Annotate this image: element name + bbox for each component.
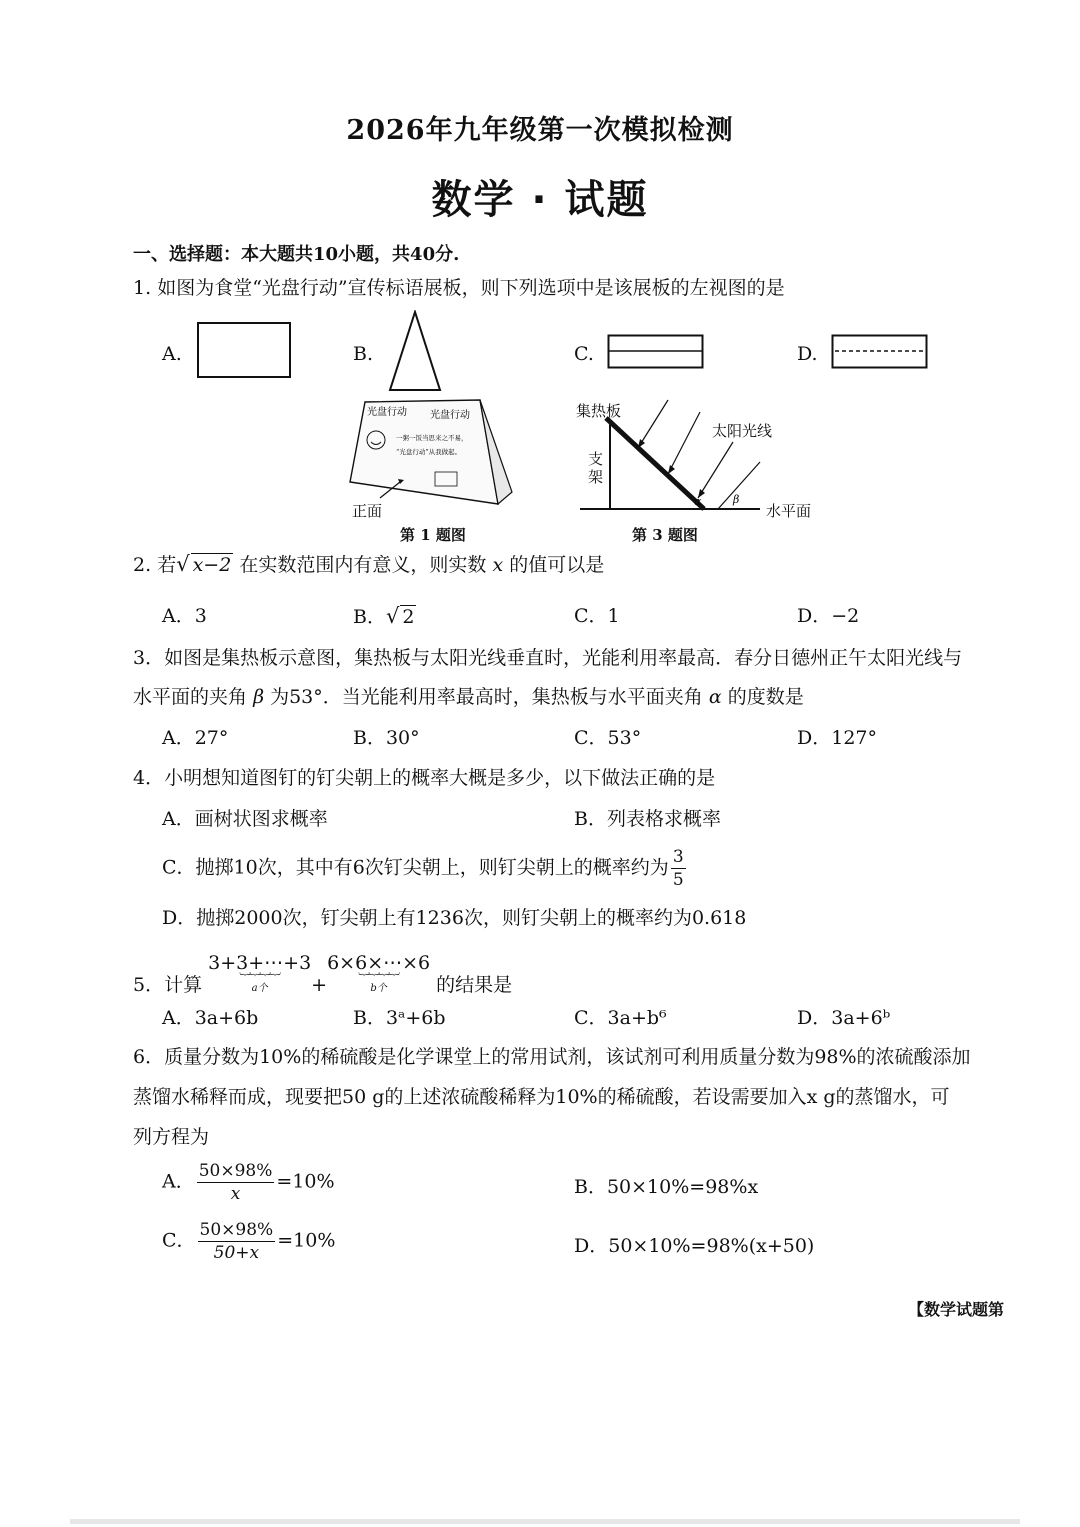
radical-sign: √ [176,552,190,576]
sign-text-right: 光盘行动 [430,410,470,421]
fraction-denominator: 5 [672,870,684,890]
fraction-numerator: 3 [672,847,684,867]
q3-alpha: α [708,686,722,708]
q5-option-d: D．3a+6ᵇ [797,1007,891,1029]
q6-option-b: B．50×10%=98%x [574,1176,759,1198]
q4-option-a: A．画树状图求概率 [162,808,328,830]
q2-option-a: A．3 [162,605,207,627]
q4-fraction [671,846,686,891]
subject-title: 数学 · 试题 [431,177,649,223]
q3-option-c: C．53° [574,727,642,749]
q5-prod-count: b个 [370,983,387,994]
q5-prod-expr: 6×6×⋯×6 [327,952,431,974]
q1-option-a-label: A. [162,343,182,365]
q2-radicand: x−2 [192,554,232,576]
q2-option-d: D．−2 [797,605,860,627]
q6-line2: 蒸馏水稀释而成，现要把50 g的上述浓硫酸稀释为10%的稀硫酸，若设需要加入x g的蒸馏水，可 [133,1086,950,1108]
q5-sum-expr: 3+3+⋯+3 [208,952,312,974]
fraction-numerator: 50×98% [198,1161,273,1181]
fraction-denominator: x [230,1184,241,1204]
q2-tail: 的值可以是 [509,554,605,576]
q1-option-d-rect-dashed-line [831,334,929,370]
q1-figure-caption: 第 1 题图 [400,526,466,544]
q3-figure-horizontal-label: 水平面 [766,502,812,520]
q6-option-a-fraction [197,1160,275,1205]
q2-number: 2. [133,554,152,576]
alpha-symbol: α [694,495,702,508]
q6-option-c-fraction [198,1219,276,1264]
q1-option-b-triangle [385,310,445,394]
q5-option-a: A．3a+6b [162,1007,259,1029]
q3-figure-support-label: 支架 [588,450,604,486]
q2-post: 在实数范围内有意义，则实数 [239,554,487,576]
q4-option-d: D．抛掷2000次，钉尖朝上有1236次，则钉尖朝上的概率约为0.618 [162,907,747,929]
q1-option-a-rectangle [197,322,291,378]
sign-slogan-line2: “光盘行动”从我做起。 [396,448,462,456]
q1-option-b-label: B. [353,343,374,365]
question-2 [133,551,604,578]
q3-figure-sunlight-label: 太阳光线 [712,422,773,440]
q5-option-c: C．3a+b⁶ [574,1007,667,1029]
q4-option-b: B．列表格求概率 [574,808,721,830]
q3-option-b: B．30° [353,727,420,749]
fraction-denominator: 50+x [213,1243,260,1263]
q5-sum-overbrace [208,950,311,994]
q2-pre: 若 [157,554,177,576]
q6-line3: 列方程为 [133,1126,210,1148]
q1-figure-front-label: 正面 [352,502,383,520]
q6-option-a [162,1160,335,1205]
q6-option-d: D．50×10%=98%(x+50) [574,1235,815,1257]
question-5 [133,950,512,998]
underbrace-icon: ︸︸︸︸ [358,972,399,985]
q4-option-c [162,846,688,891]
q5-pre: 5．计算 [133,974,203,996]
q3-option-d: D．127° [797,727,877,749]
q3-beta: β [253,686,265,708]
q5-tail: 的结果是 [436,974,513,996]
q3-line1: 3．如图是集热板示意图，集热板与太阳光线垂直时，光能利用率最高．春分日德州正午太阳光线与 [133,647,963,669]
q5-sum-count: a个 [251,983,268,994]
beta-symbol: β [733,493,740,506]
question-1 [133,275,785,301]
exam-title: 2026年九年级第一次模拟检测 [346,115,734,146]
q6-option-c-label: C． [162,1229,196,1252]
underbrace-icon: ︸︸︸︸ [239,972,280,985]
q3-line2 [133,684,804,710]
q4-text: 4．小明想知道图钉的钉尖朝上的概率大概是多少，以下做法正确的是 [133,767,716,789]
q2-option-b [353,603,416,630]
q6-option-a-rhs: =10% [276,1170,335,1193]
page-footer: 【数学试题第 [908,1300,1005,1319]
q6-option-a-label: A． [162,1170,195,1193]
q6-line1: 6．质量分数为10%的稀硫酸是化学课堂上的常用试剂，该试剂可利用质量分数为98%的浓硫酸添加 [133,1046,971,1068]
q5-plus: + [311,974,328,996]
q2-option-c: C．1 [574,605,620,627]
q1-text: 如图为食堂“光盘行动”宣传标语展板，则下列选项中是该展板的左视图的是 [157,277,785,299]
q5-option-b: B．3ᵃ+6b [353,1007,446,1029]
q3-figure-panel-label: 集热板 [576,402,622,420]
q5-product-underbrace [327,950,430,994]
q6-option-c-rhs: =10% [277,1229,336,1252]
q3-line2-mid: 为53°．当光能利用率最高时，集热板与水平面夹角 [270,686,703,708]
q3-line2-pre: 水平面的夹角 [133,686,248,708]
q1-option-c-label: C. [574,343,594,365]
q2-option-b-value: 2 [402,606,415,628]
q3-figure-caption: 第 3 题图 [632,526,698,544]
q2-var: x [492,554,504,576]
radical-sign: √ [385,604,400,628]
q1-option-d-label: D. [797,343,818,365]
fraction-numerator: 50×98% [199,1220,274,1240]
q3-option-a: A．27° [162,727,229,749]
page-bottom-divider [70,1519,1020,1524]
q2-option-b-label: B． [353,606,386,628]
q1-number: 1. [133,277,152,299]
q3-line2-tail: 的度数是 [727,686,804,708]
q1-option-c-rect-solid-line [607,334,705,370]
q4-option-c-text: C．抛掷10次，其中有6次钉尖朝上，则钉尖朝上的概率约为 [162,856,669,879]
q6-option-c [162,1219,335,1264]
section-heading: 一、选择题：本大题共10小题，共40分. [133,244,460,265]
sign-text-left: 光盘行动 [367,407,407,418]
sign-slogan-line1: 一粥一饭当思来之不易， [396,434,468,442]
